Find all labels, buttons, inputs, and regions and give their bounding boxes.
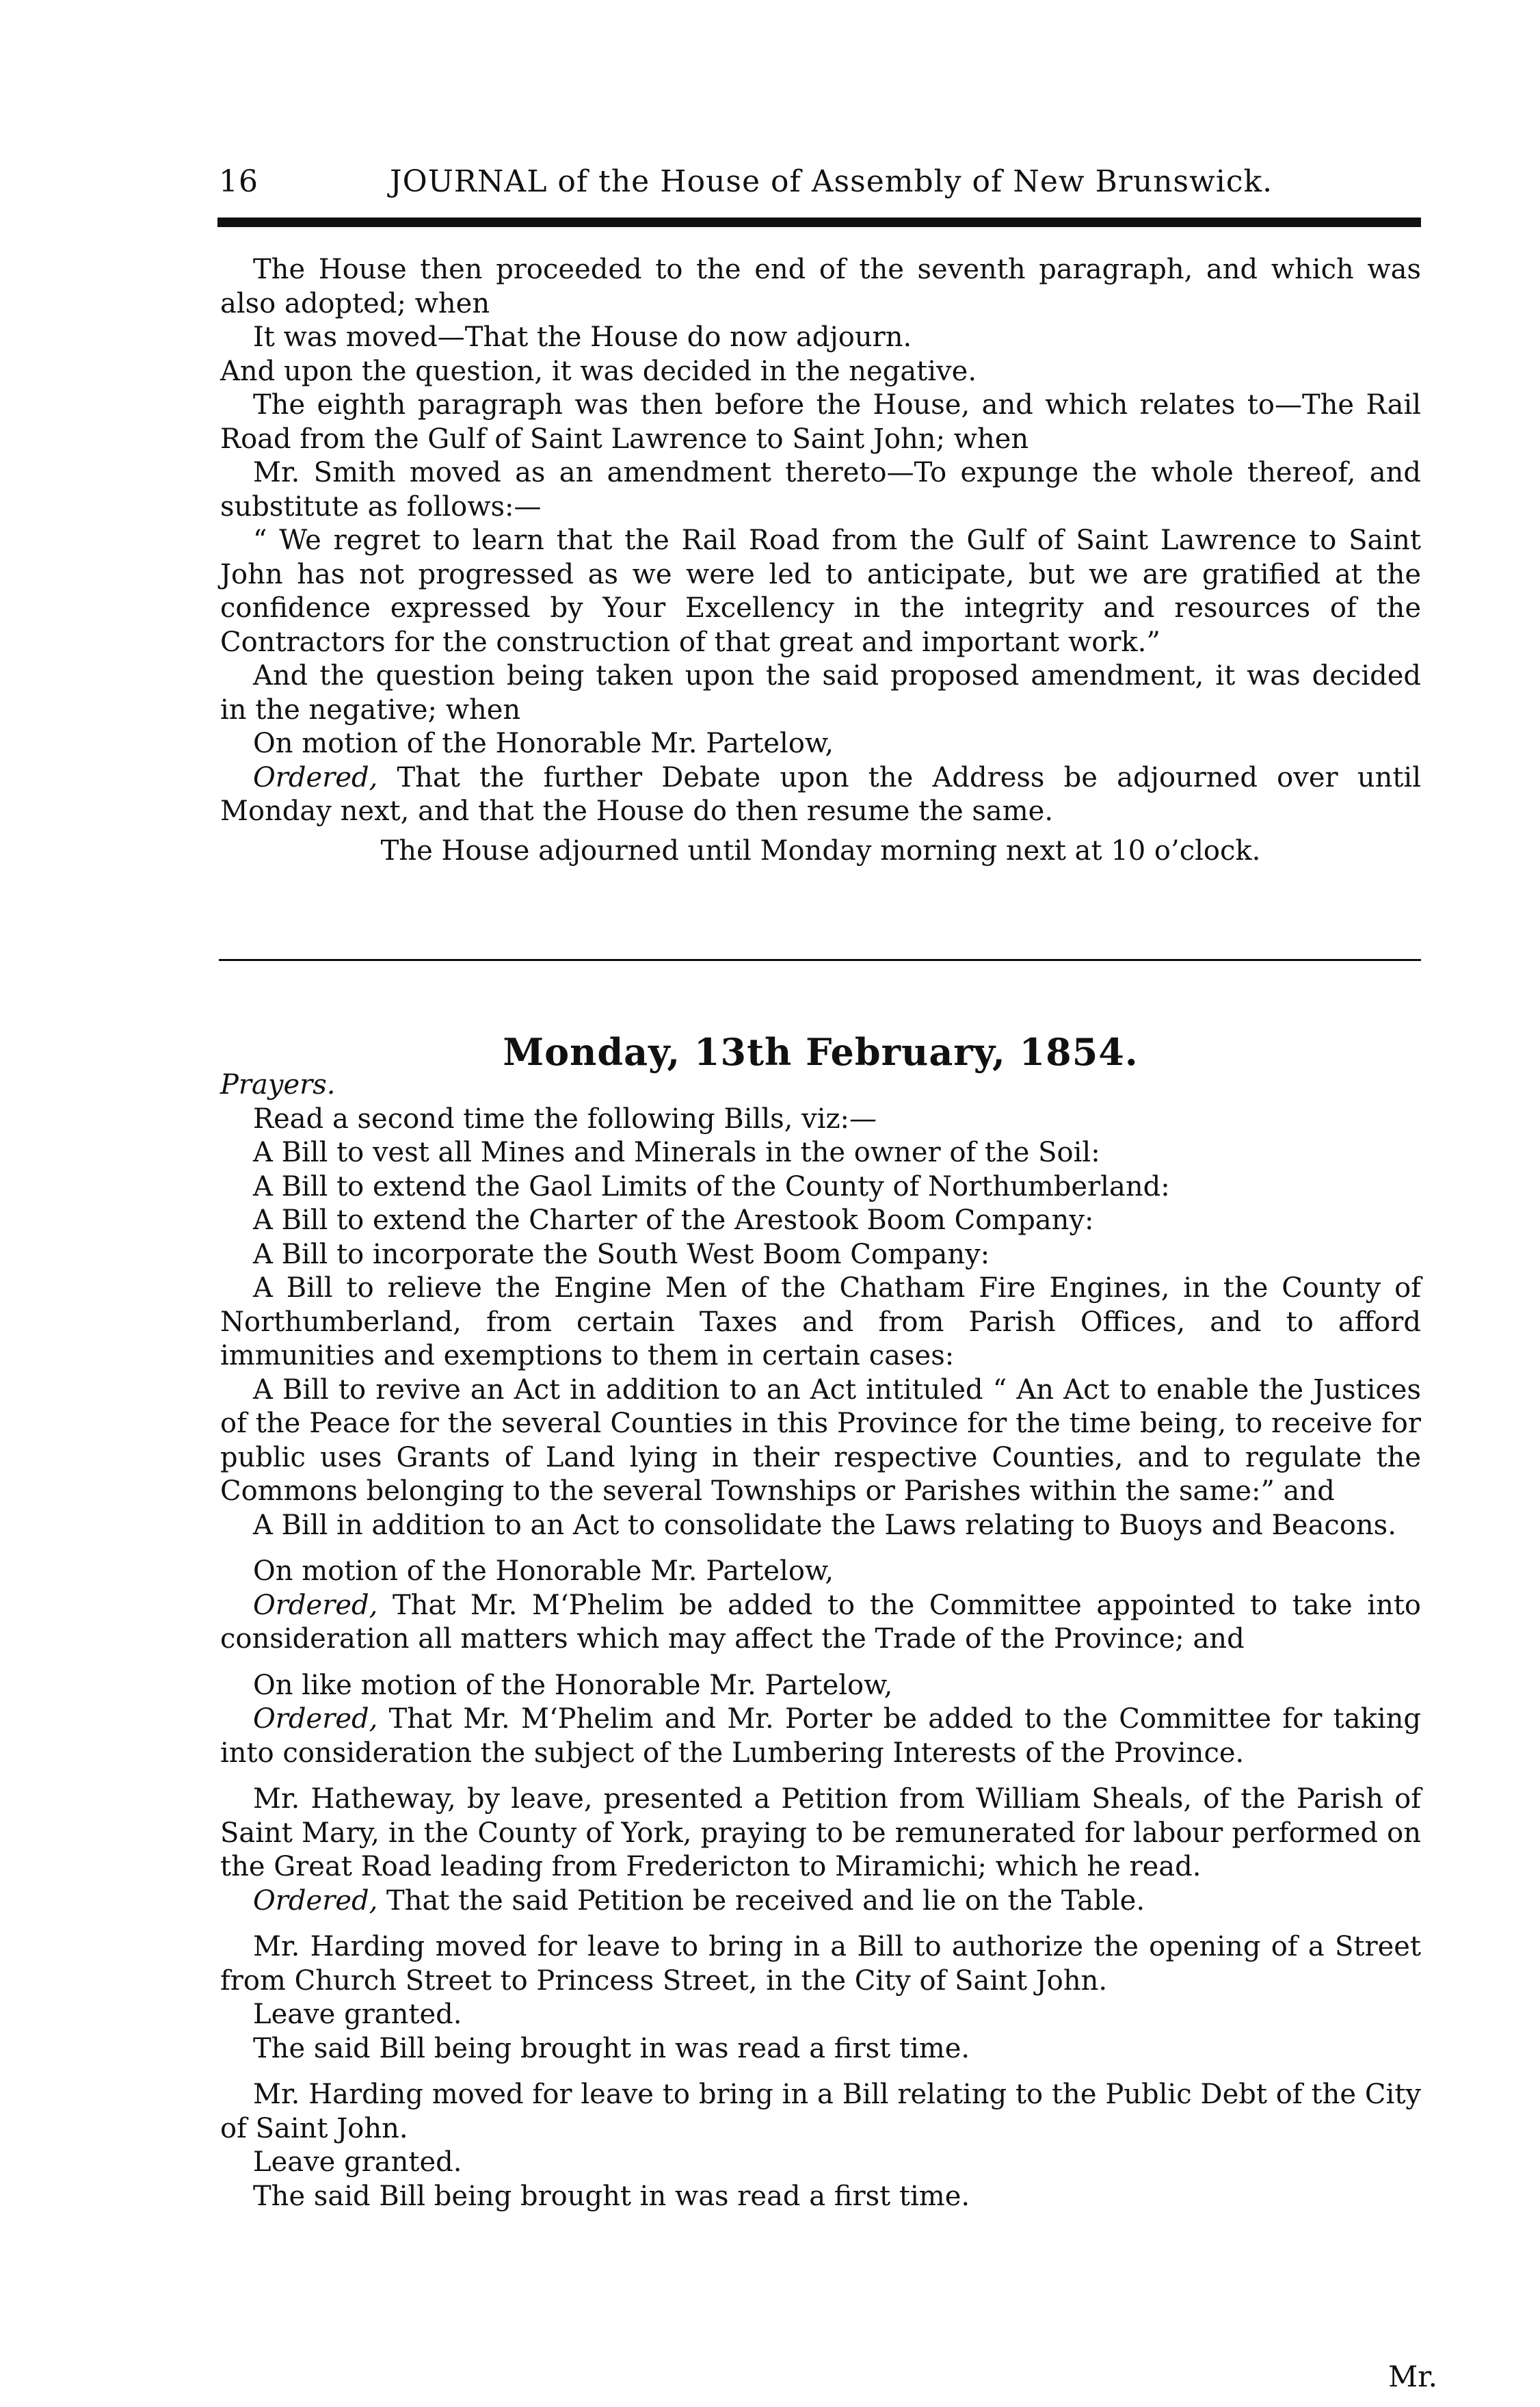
petition: Mr. Hatheway, by leave, presented a Petition from William Sheals, of the Parish of Saint Mary, in the County of York, praying to be remunerated for labour performed on the Great Road leading from Fredericton to Miramichi; which he read. [220,1783,1421,1882]
adjournment: The House adjourned until Monday morning next at 10 o’clock. [380,834,1261,867]
motion: Mr. Harding moved for leave to bring in a Bill relating to the Public Debt of the City of Saint John. [220,2079,1421,2144]
ordered-label: Ordered, [253,1884,378,1917]
paragraph: It was moved—That the House do now adjourn. [253,321,912,353]
paragraph: The House then proceeded to the end of the seventh paragraph, and which was also adopted; when [220,254,1421,319]
catchword: Mr. [1388,2360,1437,2393]
page-number: 16 [219,164,258,199]
bill-item: A Bill to revive an Act in addition to an Act intituled “ An Act to enable the Justices of the Peace for the several Counties in this Province for the time being, to receive for public uses Grants of Land lying in their respective Counties, and to regulate the Commons belonging to the several Townships or Parishes within the same:” and [220,1373,1421,1507]
paragraph: And the question being taken upon the said proposed amendment, it was decided in the negative; when [220,660,1421,726]
bills-intro: Read a second time the following Bills, viz:— [253,1103,877,1135]
bill-item: A Bill in addition to an Act to consolidate the Laws relating to Buoys and Beacons. [253,1509,1396,1541]
order-text: That the said Petition be received and lie on the Table. [377,1884,1145,1917]
paragraph: And upon the question, it was decided in the negative. [220,355,977,387]
leave-granted: Leave granted. [253,2146,462,2178]
paragraph: Mr. Smith moved as an amendment thereto—To expunge the whole thereof, and substitute as follows:— [220,457,1421,523]
header-rule [217,218,1421,227]
bill-item: A Bill to vest all Mines and Minerals in the owner of the Soil: [253,1137,1100,1168]
order-text: That Mr. M‘Phelim and Mr. Porter be added to the Committee for taking into consideration the subject of the Lumbering Interests of the Province. [220,1703,1421,1769]
order-text: That Mr. M‘Phelim be added to the Committee appointed to take into consideration all matters which may affect the Trade of the Province; and [220,1589,1421,1655]
motion: On like motion of the Honorable Mr. Partelow, [253,1669,893,1701]
ordered-label: Ordered, [253,761,378,793]
section-divider [219,959,1421,961]
running-head: JOURNAL of the House of Assembly of New Brunswick. [390,164,1273,199]
order [220,1589,1421,1657]
order-text: That the further Debate upon the Address be adjourned over until Monday next, and that the House do then resume the same. [220,761,1421,827]
bill-item: A Bill to extend the Charter of the Arestook Boom Company: [253,1205,1094,1236]
paragraph: The eighth paragraph was then before the House, and which relates to—The Rail Road from the Gulf of Saint Lawrence to Saint John; when [220,389,1421,455]
order [220,761,1421,829]
bill-item: A Bill to incorporate the South West Boom Company: [253,1238,990,1270]
prayers-label: Prayers. [220,1069,336,1101]
journal-body-part2 [220,1031,1421,2213]
motion: Mr. Harding moved for leave to bring in a Bill to authorize the opening of a Street from Church Street to Princess Street, in the City of Saint John. [220,1931,1421,1997]
first-reading: The said Bill being brought in was read a first time. [253,2180,970,2212]
ordered-label: Ordered, [253,1589,378,1621]
bill-item: A Bill to relieve the Engine Men of the Chatham Fire Engines, in the County of Northumberland, from certain Taxes and from Parish Offices, and to afford immunities and exemptions to them in certain cases: [220,1272,1421,1371]
journal-body-part1 [220,253,1421,868]
motion: On motion of the Honorable Mr. Partelow, [253,728,834,759]
order [220,1884,1421,1919]
first-reading: The said Bill being brought in was read a first time. [253,2032,970,2064]
quoted-amendment: “ We regret to learn that the Rail Road from the Gulf of Saint Lawrence to Saint John has not progressed as we were led to anticipate, but we are gratified at the confidence expressed by Your Excellency in the integrity and resources of the Contractors for the construction of that great and important work.” [220,525,1421,658]
bill-item: A Bill to extend the Gaol Limits of the County of Northumberland: [253,1170,1170,1202]
leave-granted: Leave granted. [253,1999,462,2030]
order [220,1702,1421,1770]
date-heading: Monday, 13th February, 1854. [503,1030,1139,1074]
ordered-label: Ordered, [253,1703,378,1735]
motion: On motion of the Honorable Mr. Partelow, [253,1555,834,1587]
